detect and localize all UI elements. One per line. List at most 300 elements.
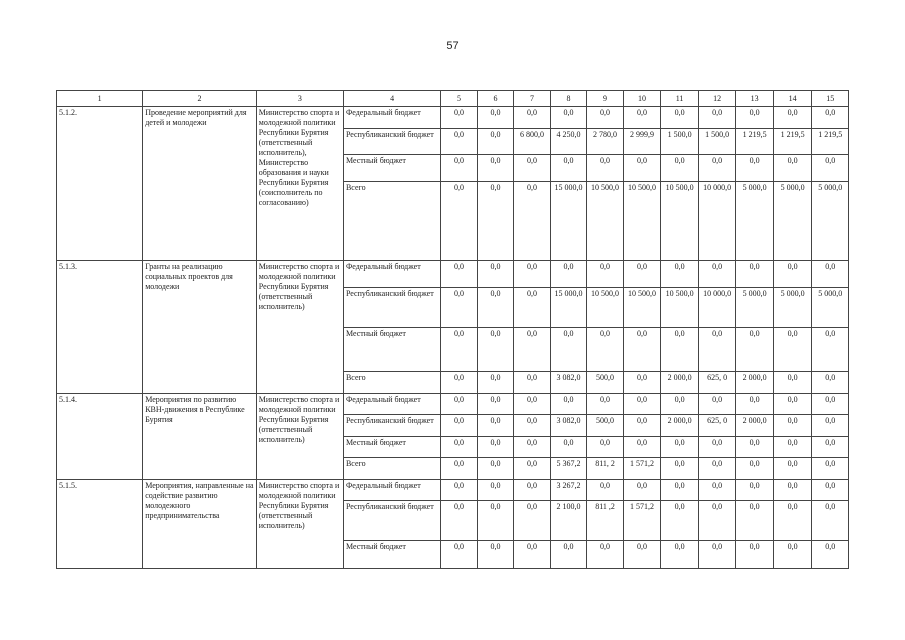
value-cell [550,415,587,437]
value-cell [514,372,551,394]
value-cell [661,288,699,328]
value-text: 0,0 [490,502,501,511]
value-cell [623,182,661,261]
value-text: 0,0 [825,395,836,404]
value-cell [736,458,774,480]
value-cell [550,541,587,569]
funding-source: Местный бюджет [343,437,440,458]
value-text: 0,0 [825,156,836,165]
value-text: 0,0 [787,481,798,490]
value-cell [773,458,812,480]
value-text: 0,0 [490,481,501,490]
funding-source: Всего [343,458,440,480]
value-text: 5 000,0 [780,289,805,298]
value-cell [477,415,514,437]
value-text: 0,0 [787,395,798,404]
value-cell [514,541,551,569]
value-text: 5 000,0 [780,183,805,192]
activity-executor: Министерство спорта и молодежной политики Республики Бурятия (ответственный исполнитель) [256,261,343,394]
value-cell [550,437,587,458]
column-header: 9 [587,91,624,107]
value-cell [441,394,478,415]
value-cell [623,129,661,155]
value-cell [773,480,812,501]
activity-name: Гранты на реализацию социальных проектов для молодежи [143,261,257,394]
value-text: 0,0 [637,262,648,271]
value-text: 2 000,0 [667,373,692,382]
value-text: 0,0 [600,156,611,165]
value-text: 0,0 [825,542,836,551]
value-text: 0,0 [454,289,465,298]
value-cell [587,394,624,415]
table-row [57,394,849,415]
value-cell [514,107,551,129]
value-text: 0,0 [490,262,501,271]
value-cell [773,372,812,394]
value-text: 811, 2 [595,459,615,468]
funding-source: Федеральный бюджет [343,394,440,415]
value-cell [441,501,478,541]
value-text: 0,0 [563,262,574,271]
funding-source: Местный бюджет [343,541,440,569]
value-text: 10 000,0 [703,183,732,192]
value-text: 0,0 [490,183,501,192]
value-cell [736,394,774,415]
value-cell [661,182,699,261]
value-cell [661,261,699,288]
value-cell [587,372,624,394]
value-text: 0,0 [490,416,501,425]
value-text: 0,0 [490,130,501,139]
value-text: 0,0 [454,156,465,165]
value-text: 625, 0 [707,373,728,382]
value-cell [661,155,699,182]
value-cell [812,328,849,372]
value-cell [441,129,478,155]
value-text: 10 500,0 [591,289,620,298]
value-cell [441,107,478,129]
activity-name: Мероприятия, направленные на содействие развитию молодежного предпринимательства [143,480,257,569]
value-cell [698,107,736,129]
value-text: 0,0 [825,502,836,511]
value-text: 0,0 [527,395,538,404]
value-text: 1 571,2 [630,459,655,468]
value-text: 0,0 [637,481,648,490]
value-cell [477,328,514,372]
value-cell [773,415,812,437]
value-cell [550,129,587,155]
value-cell [441,415,478,437]
value-text: 0,0 [712,459,723,468]
value-cell [587,129,624,155]
value-text: 0,0 [749,542,760,551]
value-cell [698,480,736,501]
value-text: 0,0 [600,438,611,447]
value-cell [736,182,774,261]
value-cell [514,394,551,415]
value-cell [477,288,514,328]
value-text: 0,0 [637,416,648,425]
value-text: 0,0 [527,502,538,511]
value-cell [773,437,812,458]
value-text: 0,0 [787,459,798,468]
value-text: 0,0 [637,156,648,165]
value-cell [587,288,624,328]
column-header: 2 [143,91,257,107]
activity-name: Мероприятия по развитию КВН-движения в Республике Бурятия [143,394,257,480]
value-text: 0,0 [674,481,685,490]
value-cell [812,480,849,501]
value-text: 0,0 [787,108,798,117]
value-cell [812,458,849,480]
funding-source: Всего [343,182,440,261]
value-text: 0,0 [825,481,836,490]
value-cell [661,107,699,129]
value-text: 0,0 [454,108,465,117]
value-cell [736,261,774,288]
column-header: 1 [57,91,143,107]
activity-code: 5.1.3. [57,261,143,394]
value-cell [736,501,774,541]
value-text: 0,0 [749,329,760,338]
value-cell [550,261,587,288]
value-text: 0,0 [600,395,611,404]
column-header: 13 [736,91,774,107]
value-cell [587,261,624,288]
funding-source: Федеральный бюджет [343,107,440,129]
value-cell [698,182,736,261]
value-text: 0,0 [674,502,685,511]
value-cell [623,372,661,394]
value-cell [698,437,736,458]
value-text: 0,0 [454,373,465,382]
value-text: 0,0 [674,156,685,165]
value-cell [698,155,736,182]
value-cell [477,480,514,501]
value-cell [812,541,849,569]
value-text: 0,0 [712,108,723,117]
value-text: 0,0 [825,416,836,425]
funding-source: Республиканский бюджет [343,288,440,328]
value-text: 0,0 [825,438,836,447]
value-text: 0,0 [712,481,723,490]
value-text: 1 219,5 [818,130,843,139]
value-cell [773,129,812,155]
value-text: 0,0 [825,108,836,117]
value-text: 0,0 [600,262,611,271]
value-cell [736,372,774,394]
value-cell [441,437,478,458]
value-cell [587,480,624,501]
funding-source: Республиканский бюджет [343,415,440,437]
value-cell [773,288,812,328]
value-text: 0,0 [825,373,836,382]
value-text: 0,0 [787,416,798,425]
value-cell [587,501,624,541]
value-text: 0,0 [674,459,685,468]
value-text: 0,0 [563,329,574,338]
value-cell [812,394,849,415]
activity-executor: Министерство спорта и молодежной политики Республики Бурятия (ответственный исполнитель) [256,480,343,569]
value-cell [514,155,551,182]
value-text: 0,0 [490,395,501,404]
activity-name: Проведение мероприятий для детей и молодежи [143,107,257,261]
value-cell [550,328,587,372]
value-text: 0,0 [454,542,465,551]
value-text: 0,0 [563,156,574,165]
value-cell [736,155,774,182]
value-cell [550,501,587,541]
value-text: 0,0 [674,438,685,447]
value-cell [587,437,624,458]
value-cell [441,458,478,480]
table-row [57,480,849,501]
value-cell [812,437,849,458]
value-text: 3 267,2 [556,481,581,490]
value-text: 0,0 [490,438,501,447]
value-cell [514,328,551,372]
value-text: 0,0 [674,262,685,271]
value-cell [661,458,699,480]
value-cell [661,480,699,501]
value-text: 0,0 [527,459,538,468]
value-cell [623,501,661,541]
value-cell [550,394,587,415]
value-text: 15 000,0 [554,289,583,298]
value-text: 0,0 [490,329,501,338]
value-cell [514,458,551,480]
value-cell [698,415,736,437]
value-cell [736,480,774,501]
value-cell [736,415,774,437]
value-text: 0,0 [749,395,760,404]
value-text: 0,0 [527,416,538,425]
value-text: 0,0 [527,108,538,117]
value-cell [441,155,478,182]
value-text: 2 780,0 [593,130,618,139]
value-text: 3 082,0 [556,416,581,425]
value-cell [773,107,812,129]
table-row [57,261,849,288]
value-cell [587,328,624,372]
value-cell [812,501,849,541]
value-text: 0,0 [527,373,538,382]
value-cell [587,541,624,569]
value-text: 6 800,0 [520,130,545,139]
value-text: 0,0 [600,108,611,117]
value-text: 0,0 [490,542,501,551]
value-text: 0,0 [674,108,685,117]
value-cell [773,261,812,288]
value-cell [550,107,587,129]
value-text: 10 000,0 [703,289,732,298]
value-text: 0,0 [563,542,574,551]
value-text: 0,0 [563,438,574,447]
column-header: 11 [661,91,699,107]
value-text: 10 500,0 [628,289,657,298]
value-cell [477,261,514,288]
value-cell [623,107,661,129]
activity-executor: Министерство спорта и молодежной политики Республики Бурятия (ответственный исполнитель) [256,394,343,480]
value-text: 0,0 [787,542,798,551]
value-text: 0,0 [527,183,538,192]
value-cell [623,155,661,182]
value-cell [623,415,661,437]
value-text: 0,0 [674,542,685,551]
value-cell [550,372,587,394]
value-text: 1 219,5 [780,130,805,139]
value-text: 0,0 [787,156,798,165]
value-cell [550,182,587,261]
value-text: 0,0 [527,438,538,447]
value-cell [477,372,514,394]
funding-source: Федеральный бюджет [343,261,440,288]
value-cell [773,155,812,182]
value-text: 0,0 [749,108,760,117]
value-cell [736,288,774,328]
funding-source: Республиканский бюджет [343,501,440,541]
value-text: 0,0 [600,329,611,338]
value-cell [441,288,478,328]
funding-source: Местный бюджет [343,328,440,372]
column-header: 4 [343,91,440,107]
value-text: 2 000,0 [742,416,767,425]
value-cell [812,288,849,328]
value-text: 0,0 [637,438,648,447]
value-text: 0,0 [600,481,611,490]
value-text: 0,0 [527,481,538,490]
value-text: 0,0 [527,289,538,298]
value-text: 0,0 [787,502,798,511]
value-cell [514,129,551,155]
value-text: 4 250,0 [556,130,581,139]
value-text: 0,0 [712,438,723,447]
value-text: 0,0 [787,373,798,382]
value-cell [773,541,812,569]
value-text: 0,0 [749,156,760,165]
value-text: 0,0 [454,416,465,425]
value-cell [550,480,587,501]
value-cell [477,458,514,480]
value-text: 10 500,0 [665,289,694,298]
value-text: 2 999,9 [630,130,655,139]
activity-code: 5.1.2. [57,107,143,261]
column-header: 6 [477,91,514,107]
value-cell [812,107,849,129]
column-header: 14 [773,91,812,107]
value-cell [812,415,849,437]
value-text: 500,0 [596,416,615,425]
value-cell [698,501,736,541]
value-cell [661,437,699,458]
value-cell [441,182,478,261]
value-text: 0,0 [787,329,798,338]
value-cell [661,541,699,569]
table-row [57,107,849,129]
value-cell [477,155,514,182]
value-cell [661,501,699,541]
value-cell [587,107,624,129]
value-text: 3 082,0 [556,373,581,382]
value-text: 0,0 [749,481,760,490]
value-text: 0,0 [454,459,465,468]
value-cell [550,288,587,328]
value-cell [587,182,624,261]
value-text: 10 500,0 [665,183,694,192]
funding-source: Всего [343,372,440,394]
value-text: 1 219,5 [742,130,767,139]
value-text: 0,0 [825,262,836,271]
value-text: 1 500,0 [705,130,730,139]
value-cell [736,328,774,372]
value-text: 0,0 [712,502,723,511]
value-cell [550,458,587,480]
value-cell [477,394,514,415]
value-text: 0,0 [490,156,501,165]
value-cell [514,437,551,458]
value-cell [623,480,661,501]
value-text: 2 000,0 [742,373,767,382]
column-header: 7 [514,91,551,107]
value-cell [441,480,478,501]
value-text: 0,0 [454,395,465,404]
value-cell [661,129,699,155]
value-text: 0,0 [490,459,501,468]
value-text: 0,0 [637,395,648,404]
value-cell [477,129,514,155]
value-text: 1 500,0 [667,130,692,139]
value-cell [736,541,774,569]
value-cell [623,288,661,328]
column-header: 15 [812,91,849,107]
value-text: 2 000,0 [667,416,692,425]
value-cell [812,129,849,155]
value-cell [736,437,774,458]
value-text: 0,0 [454,329,465,338]
value-text: 5 000,0 [818,289,843,298]
value-text: 0,0 [712,329,723,338]
value-text: 0,0 [527,262,538,271]
value-cell [514,288,551,328]
value-text: 0,0 [600,542,611,551]
value-cell [736,107,774,129]
value-text: 10 500,0 [628,183,657,192]
value-cell [587,415,624,437]
value-cell [812,372,849,394]
value-text: 0,0 [490,289,501,298]
value-cell [661,328,699,372]
value-cell [698,458,736,480]
value-text: 0,0 [749,502,760,511]
value-cell [477,541,514,569]
value-cell [623,261,661,288]
value-cell [550,155,587,182]
value-cell [477,437,514,458]
activity-executor: Министерство спорта и молодежной политики Республики Бурятия (ответственный исполнитель), Министерство образования и науки Республики Бурятия (соисполнитель по согласованию) [256,107,343,261]
value-cell [587,155,624,182]
value-text: 0,0 [787,438,798,447]
value-cell [698,261,736,288]
value-text: 500,0 [596,373,615,382]
value-text: 0,0 [712,156,723,165]
value-text: 0,0 [454,262,465,271]
value-text: 5 000,0 [818,183,843,192]
value-text: 0,0 [637,329,648,338]
value-cell [812,182,849,261]
value-text: 0,0 [712,262,723,271]
value-cell [736,129,774,155]
value-text: 0,0 [674,395,685,404]
